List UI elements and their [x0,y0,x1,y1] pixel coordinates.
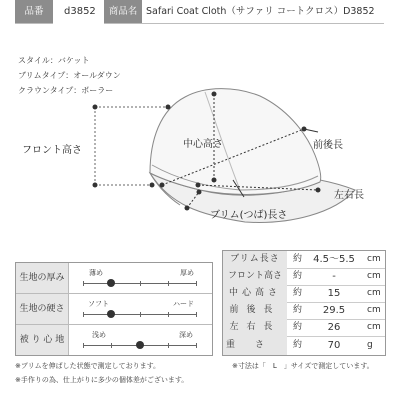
size-row [223,319,385,336]
size-row [223,251,385,268]
size-label: 重さ [223,336,287,355]
fabric-row-thickness [16,263,212,293]
item-no-value: d3852 [64,6,96,17]
size-value: 70 [327,340,341,351]
note-handmade: ※手作りの為、仕上がりに多少の個体差がございます。 [15,376,189,384]
size-row [223,268,385,285]
scale-right-label: ハード [173,300,194,308]
brim-type: ブリムタイプ：オールダウン [18,71,121,80]
size-unit: cm [367,322,381,332]
style-type: スタイル：バケット [18,56,90,65]
front-height-label: フロント高さ [22,145,82,156]
size-unit: cm [367,305,381,315]
size-value: - [332,271,336,282]
approx-label: 約 [293,322,303,332]
size-row [223,285,385,302]
product-name-label: 商品名 [104,0,142,23]
level-marker [136,341,144,349]
size-table [222,250,386,356]
level-marker [107,279,115,287]
size-unit: cm [367,271,381,281]
size-row [223,336,385,355]
width-label: 左右長 [334,190,364,201]
size-label: 前後長 [223,302,287,319]
note-brim: ※ブリムを伸ばした状態で測定しております。 [15,362,161,370]
scale-right-label: 厚め [180,269,194,277]
size-value: 29.5 [322,305,346,316]
size-unit: cm [367,254,381,264]
fabric-row-fit [16,325,212,355]
size-label: ブリム長さ [223,251,287,268]
approx-label: 約 [293,288,303,298]
fabric-table [15,262,213,356]
brim-length-label: ブリム(つば)長さ [210,210,288,221]
approx-label: 約 [293,305,303,315]
note-size: ※寸法は「 L 」サイズで測定しています。 [232,362,374,370]
size-label: 中心高さ [223,285,287,302]
fabric-row-hardness [16,294,212,324]
crown-height-label: 中心高さ [183,139,223,150]
scale-left-label: 薄め [89,269,103,277]
size-value: 15 [327,288,341,299]
size-value: 4.5～5.5 [313,254,355,265]
approx-label: 約 [293,254,303,264]
product-name-value: Safari Coat Cloth（サファリ コートクロス）D3852 [146,6,375,17]
crown-type: クラウンタイプ：ボーラー [18,86,114,95]
scale-right-label: 深め [179,331,193,339]
size-value: 26 [327,322,341,333]
scale-left-label: 浅め [92,331,106,339]
scale-left-label: ソフト [88,300,109,308]
item-no-label: 品番 [15,0,53,23]
fabric-row-label: 生地の厚み [16,263,68,293]
approx-label: 約 [293,271,303,281]
level-marker [107,310,115,318]
fabric-row-label: 生地の硬さ [16,294,68,324]
size-unit: cm [367,288,381,298]
size-row [223,302,385,319]
size-unit: g [367,340,373,350]
size-label: フロント高さ [223,268,287,285]
size-label: 左右長 [223,319,287,336]
fabric-row-label: 被 り 心 地 [16,325,68,355]
approx-label: 約 [293,340,303,350]
depth-label: 前後長 [313,140,343,151]
